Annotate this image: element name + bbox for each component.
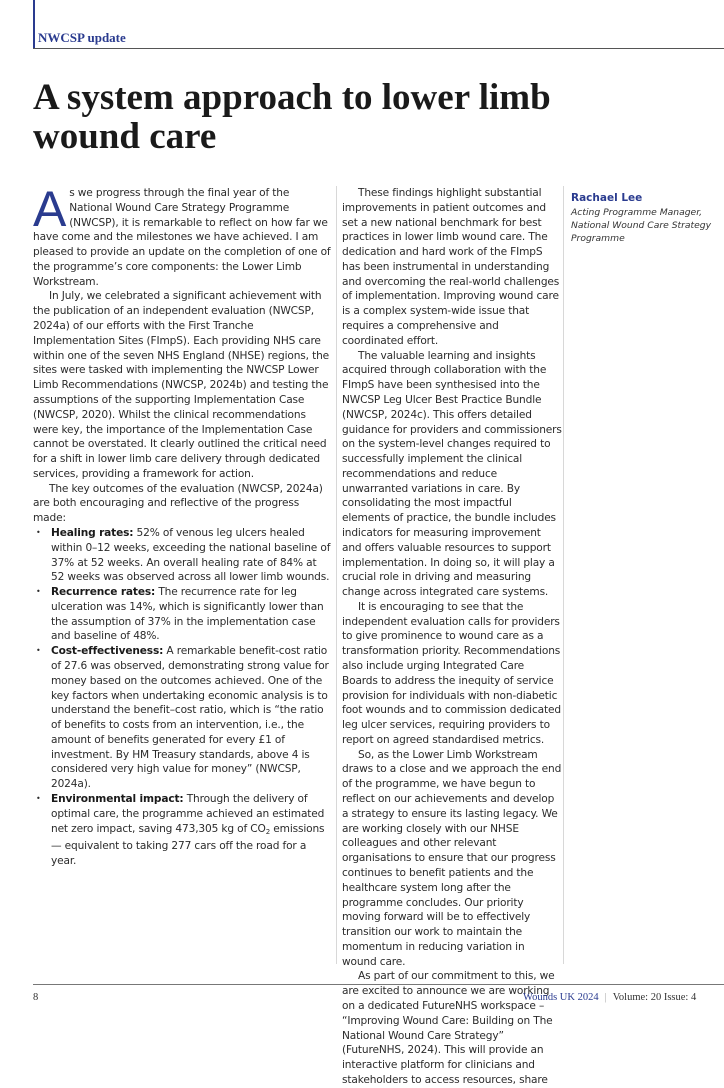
article-column-2 xyxy=(342,186,562,1088)
footer-citation xyxy=(523,992,696,1003)
body-paragraph: The valuable learning and insights acquired through collaboration with the FImpS have been synthesised into the NWCSP Leg Ulcer Best Practice Bundle (NWCSP, 2024c). This offers detailed guidance for providers and commissioners on the system-level changes required to successfully implement the clinical recommendations and reduce unwarranted variations in care. By consolidating the most impactful elements of practice, the bundle includes indicators for measuring improvement and offers valuable resources to support implementation. In doing so, it will play a crucial role in driving and measuring change across integrated care systems. xyxy=(342,349,562,599)
article-column-1 xyxy=(33,181,331,869)
header-divider xyxy=(33,48,724,49)
body-paragraph: It is encouraging to see that the independent evaluation calls for providers to give prominence to wound care as a transformation priority. Recommendations also include urging Integrated Care Boards to address the inequity of service provision for individuals with non-diabetic foot wounds and to commission dedicated leg ulcer services, requiring providers to report on agreed standardised metrics. xyxy=(342,600,561,746)
body-paragraph: In July, we celebrated a significant achievement with the publication of an independent evaluation (NWCSP, 2024a) of our efforts with the First Tranche Implementation Sites (FImpS). Each providing NHS care within one of the seven NHS England (NHSE) regions, the sites were tasked with implementing the NWCSP Lower Limb Recommendations (NWCSP, 2024b) and testing the assumptions of the supporting Implementation Case (NWCSP, 2020). Whilst the clinical recommendations were key, the importance of the Implementation Case cannot be overstated. It clearly outlined the critical need for a shift in lower limb care delivery through dedicated services, providing a framework for action. xyxy=(33,290,330,480)
author-block xyxy=(571,190,721,245)
body-paragraph: As part of our commitment to this, we are excited to announce we are working on a dedicated FutureNHS workspace – “Improving Wound Care: Building on The National Wound Care Strategy” (FutureNHS, 2024). This will provide an interactive platform for clinicians and stakeholders to access resources, share xyxy=(342,970,555,1086)
page-number: 8 xyxy=(33,992,39,1003)
journal-name: Wounds UK 2024 xyxy=(523,992,599,1003)
author-name: Rachael Lee xyxy=(571,192,643,204)
author-role: Acting Programme Manager, National Wound Care Strategy Programme xyxy=(571,207,712,244)
body-paragraph: The key outcomes of the evaluation (NWCSP, 2024a) are both encouraging and reflective of the progress made: xyxy=(33,482,323,525)
list-item-healing-rates: • Healing rates: 52% of venous leg ulcers healed within 0–12 weeks, exceeding the national baseline of 37% at 52 weeks. An overall healing rate of 84% at 52 weeks was observed across all lower limb wounds. xyxy=(33,526,331,585)
intro-paragraph: As we progress through the final year of the National Wound Care Strategy Programme (NWCSP), it is remarkable to reflect on how far we have come and the milestones we have achieved. I am pleased to provide an update on the completion of one of the programme’s core components: the Lower Limb Workstream. xyxy=(33,181,331,288)
section-label: NWCSP update xyxy=(38,30,126,45)
footer-separator: | xyxy=(604,992,607,1003)
body-paragraph: These findings highlight substantial improvements in patient outcomes and set a new national benchmark for best practices in lower limb wound care. The dedication and hard work of the FImpS has been instrumental in understanding and overcoming the real-world challenges of implementation. Improving wound care is a complex system-wide issue that requires a comprehensive and coordinated effort. xyxy=(342,187,560,347)
list-item-environmental-impact: • Environmental impact: Through the delivery of optimal care, the programme achieved an estimated net zero impact, saving 473,305 kg of $CO_2$ emissions — equivalent to taking 277 cars off the road for a year. xyxy=(33,792,331,869)
body-paragraph: So, as the Lower Limb Workstream draws to a close and we approach the end of the programme, we have begun to reflect on our achievements and develop a strategy to ensure its lasting legacy. We are working closely with our NHSE colleagues and other relevant organisations to ensure that our progress continues to benefit patients and the healthcare system long after the programme concludes. Our priority moving forward will be to effectively transition our work to maintain the momentum in reducing variation in wound care. xyxy=(342,748,562,968)
column-divider xyxy=(336,186,337,964)
header-accent-rule xyxy=(33,0,35,49)
sidebar-divider xyxy=(563,186,564,964)
key-outcomes-list xyxy=(33,526,331,869)
volume-issue: Volume: 20 Issue: 4 xyxy=(612,992,697,1003)
drop-cap: A xyxy=(33,181,67,237)
article-title: A system approach to lower limb wound care xyxy=(33,77,551,157)
list-item-cost-effectiveness: • Cost-effectiveness: A remarkable benefit-cost ratio of 27.6 was observed, demonstrating strong value for money based on the outcomes achieved. One of the key factors when undertaking economic analysis is to understand the benefit–cost ratio, which is “the ratio of benefits to costs from an intervention, i.e., the amount of benefits generated for every £1 of investment. By HM Treasury standards, above 4 is considered very high value for money” (NWCSP, 2024a). xyxy=(33,644,331,792)
footer-divider xyxy=(33,984,724,985)
list-item-recurrence-rates: • Recurrence rates: The recurrence rate for leg ulceration was 14%, which is significantly lower than the assumption of 37% in the implementation case and baseline of 48%. xyxy=(33,585,331,644)
